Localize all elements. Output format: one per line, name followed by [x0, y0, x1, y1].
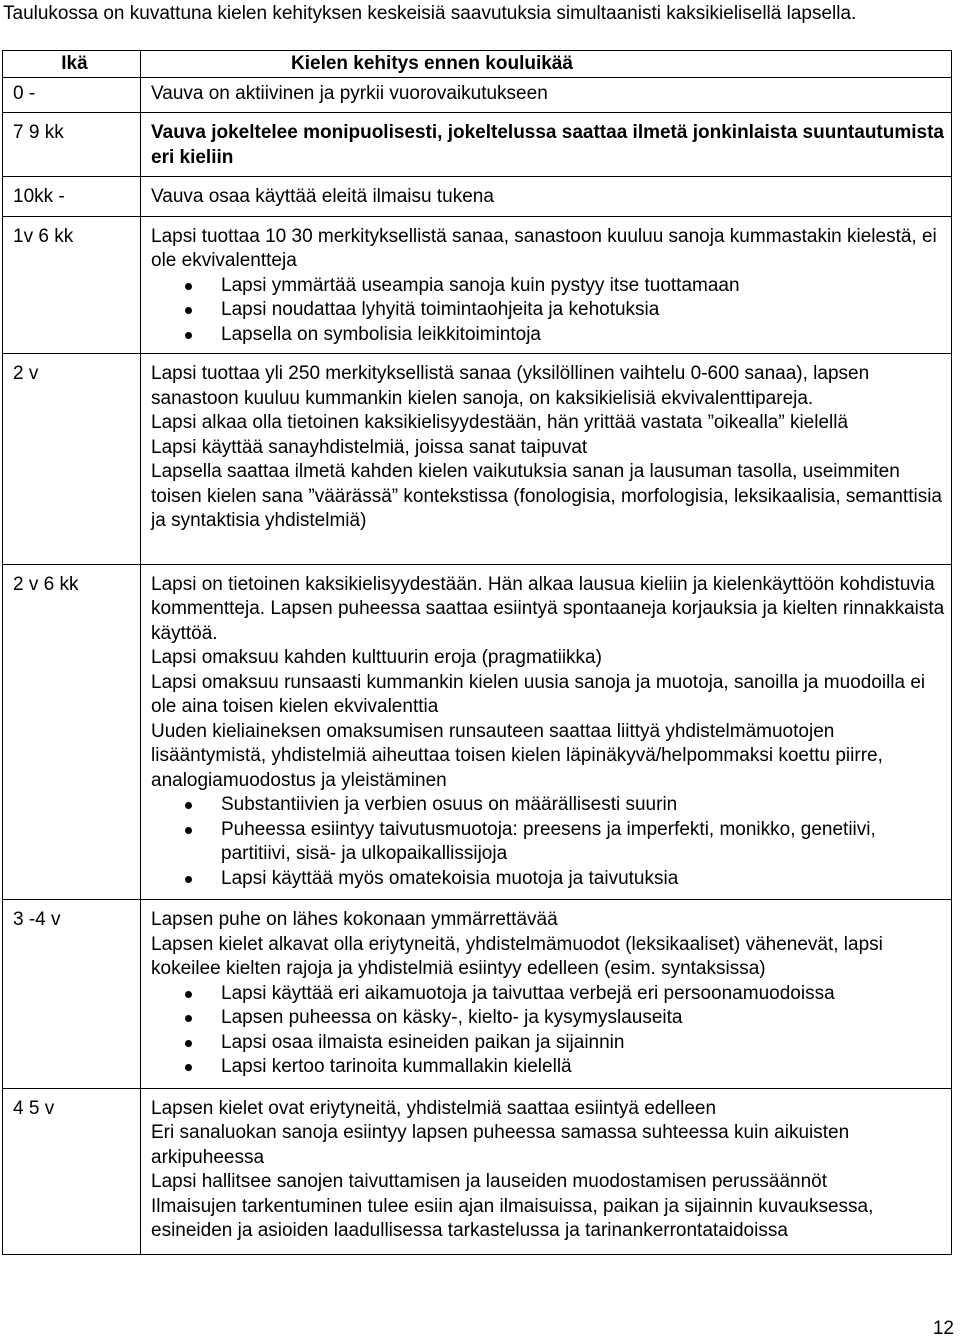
description-line: Lapsi hallitsee sanojen taivuttamisen ja lauseiden muodostamisen perussäännöt — [151, 1171, 827, 1192]
table-row — [3, 564, 952, 900]
age-cell: 3 -4 v — [3, 900, 141, 1089]
description-cell — [141, 564, 952, 900]
table-row — [3, 177, 952, 217]
description-line: Lapsi tuottaa 10 30 merkityksellistä sanaa, sanastoon kuuluu sanoja kummastakin kielestä, ei ole ekvivalentteja — [151, 225, 937, 271]
intro-text: Taulukossa on kuvattuna kielen kehityksen keskeisiä saavutuksia simultaanisti kaksikielisellä lapsella. — [3, 3, 857, 24]
description-line: Lapsi on tietoinen kaksikielisyydestään. Hän alkaa lausua kieliin ja kielenkäyttöön kohdistuvia kommentteja. Lapsen puheessa saattaa esiintyä spontaaneja korjauksia ja kielten rinnakkaista käyttöä. — [151, 573, 945, 644]
table-row — [3, 216, 952, 354]
description-line: Vauva jokeltelee monipuolisesti, jokeltelussa saattaa ilmetä jonkinlaista suuntautumista eri kieliin — [151, 122, 944, 168]
description-cell — [141, 1088, 952, 1254]
description-cell — [141, 177, 952, 217]
table-row — [3, 1088, 952, 1254]
bullet-list — [151, 982, 947, 1080]
table-row — [3, 113, 952, 177]
table-row — [3, 900, 952, 1089]
description-cell — [141, 900, 952, 1089]
age-cell: 7 9 kk — [3, 113, 141, 177]
bullet-item: Lapsen puheessa on käsky-, kielto- ja kysymyslauseita — [221, 1006, 947, 1031]
age-cell: 0 - — [3, 77, 141, 113]
description-line: Ilmaisujen tarkentuminen tulee esiin ajan ilmaisuissa, paikan ja sijainnin kuvauksessa, esineiden ja asioiden laadullisessa tarkastelussa ja tarinankerrontataidoissa — [151, 1195, 874, 1241]
age-cell: 1v 6 kk — [3, 216, 141, 354]
bullet-item: Substantiivien ja verbien osuus on määrällisesti suurin — [221, 793, 947, 818]
description-line: Lapsi käyttää sanayhdistelmiä, joissa sanat taipuvat — [151, 436, 588, 458]
header-description: Kielen kehitys ennen kouluikää — [141, 51, 952, 78]
description-cell — [141, 113, 952, 177]
description-line: Eri sanaluokan sanoja esiintyy lapsen puheessa samassa suhteessa kuin aikuisten arkipuheessa — [151, 1122, 850, 1168]
table-header-row — [3, 51, 952, 78]
description-line: Lapsen puhe on lähes kokonaan ymmärrettävää — [151, 909, 558, 930]
bullet-list — [151, 793, 947, 891]
table-row — [3, 354, 952, 565]
bullet-item: Lapsi noudattaa lyhyitä toimintaohjeita ja kehotuksia — [221, 298, 947, 323]
bullet-item: Lapsi kertoo tarinoita kummallakin kielellä — [221, 1055, 947, 1080]
description-line: Lapsi tuottaa yli 250 merkityksellistä sanaa (yksilöllinen vaihtelu 0-600 sanaa), lapsen sanastoon kuuluu kummankin kielen sanoja, on kaksikielisiä ekvivalenttipareja. — [151, 363, 870, 409]
description-cell — [141, 216, 952, 354]
description-line: Lapsi omaksuu kahden kulttuurin eroja (pragmatiikka) — [151, 647, 602, 668]
page-number: 12 — [932, 1318, 954, 1339]
bullet-item: Lapsi ymmärtää useampia sanoja kuin pystyy itse tuottamaan — [221, 274, 947, 299]
age-cell: 10kk - — [3, 177, 141, 217]
bullet-item: Lapsi osaa ilmaista esineiden paikan ja sijainnin — [221, 1031, 947, 1056]
description-line: Lapsella saattaa ilmetä kahden kielen vaikutuksia sanan ja lausuman tasolla, useimmiten toisen kielen sana ”väärässä” kontekstissa (fonologisia, morfologisia, leksikaalisia, semanttisia ja syntaktisia yhdistelmiä) — [151, 461, 942, 531]
description-line: Uuden kieliaineksen omaksumisen runsauteen saattaa liittyä yhdistelmämuotojen lisääntymistä, yhdistelmiä aiheuttaa toisen kielen läpinäkyvä/helpommaksi koettu piirre, analogiamuodostus ja yleistäminen — [151, 720, 883, 791]
bullet-list — [151, 274, 947, 348]
description-cell — [141, 77, 952, 113]
bullet-item: Lapsi käyttää myös omatekoisia muotoja ja taivutuksia — [221, 867, 947, 892]
description-line: Lapsi alkaa olla tietoinen kaksikielisyydestään, hän yrittää vastata ”oikealla” kielellä — [151, 412, 849, 433]
bullet-item: Lapsi käyttää eri aikamuotoja ja taivuttaa verbejä eri persoonamuodoissa — [221, 982, 947, 1007]
age-cell: 4 5 v — [3, 1088, 141, 1254]
table-row — [3, 77, 952, 113]
description-line: Lapsen kielet alkavat olla eriytyneitä, yhdistelmämuodot (leksikaaliset) vähenevät, lapsi kokeilee kielten rajoja ja yhdistelmiä esiintyy edelleen (esim. syntaksissa) — [151, 933, 883, 979]
bullet-item: Puheessa esiintyy taivutusmuotoja: preesens ja imperfekti, monikko, genetiivi, partitiivi, sisä- ja ulkopaikallissijoja — [221, 818, 947, 867]
language-development-table — [2, 50, 952, 1255]
description-cell — [141, 354, 952, 565]
description-line: Lapsen kielet ovat eriytyneitä, yhdistelmiä saattaa esiintyä edelleen — [151, 1097, 717, 1119]
table-body — [3, 77, 952, 1254]
age-cell: 2 v 6 kk — [3, 564, 141, 900]
header-age: Ikä — [3, 51, 141, 78]
description-line: Lapsi omaksuu runsaasti kummankin kielen uusia sanoja ja muotoja, sanoilla ja muodoilla ei ole aina toisen kielen ekvivalenttia — [151, 671, 926, 717]
age-cell: 2 v — [3, 354, 141, 565]
description-line: Vauva on aktiivinen ja pyrkii vuorovaikutukseen — [151, 82, 548, 104]
bullet-item: Lapsella on symbolisia leikkitoimintoja — [221, 323, 947, 348]
description-line: Vauva osaa käyttää eleitä ilmaisu tukena — [151, 186, 494, 207]
